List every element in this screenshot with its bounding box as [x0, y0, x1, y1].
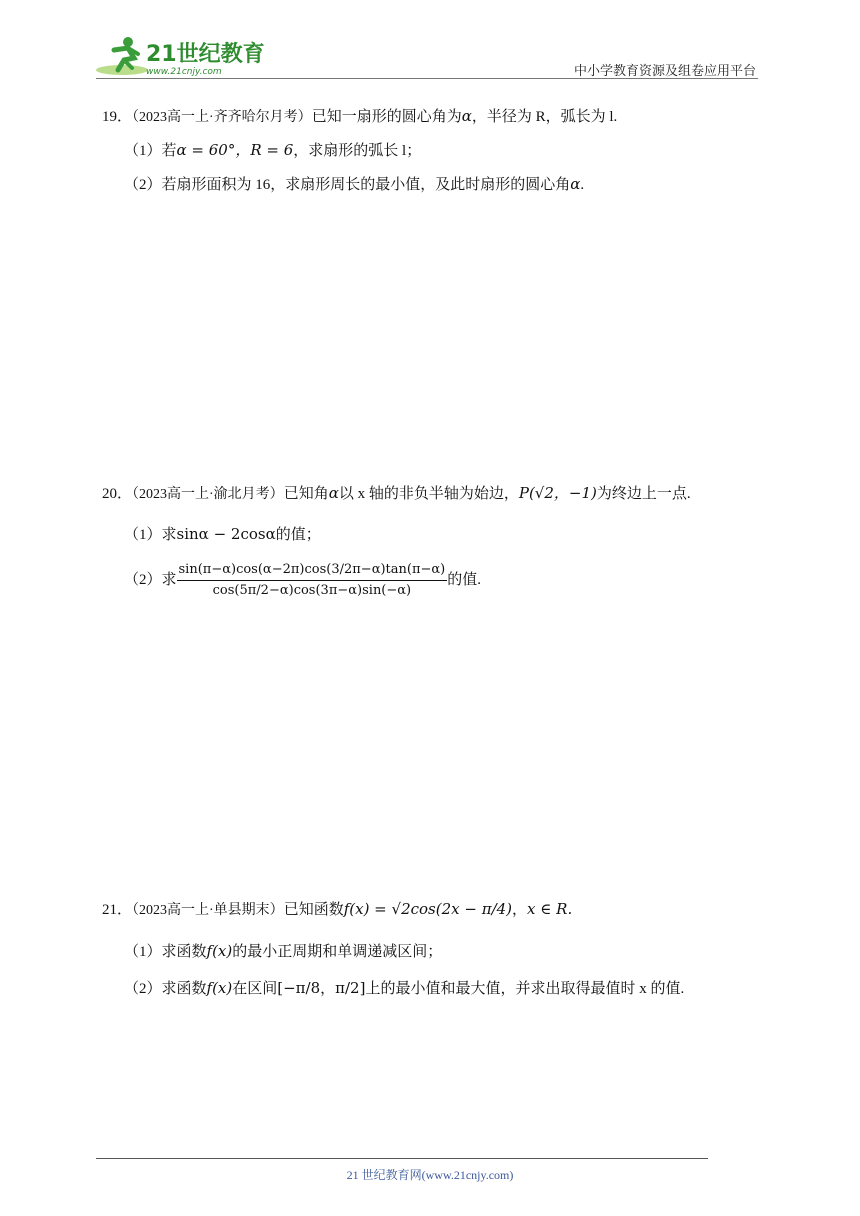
stem-text: 已知函数	[283, 902, 344, 918]
question-number: 19．	[102, 109, 133, 125]
part-text: （2）若扇形面积为 16，求扇形周长的最小值，及此时扇形的圆心角	[124, 177, 571, 193]
question-source: （2023高一上·单县期末）	[132, 903, 284, 918]
question-20-part-2	[124, 560, 481, 601]
question-source: （2023高一上·渝北月考）	[132, 487, 284, 502]
part-text: .	[580, 177, 585, 193]
part-label: （2）求	[124, 571, 177, 588]
domain-expression: x ∈ R.	[527, 900, 573, 918]
logo-url: www.21cnjy.com	[146, 67, 222, 77]
fraction-expression	[177, 560, 448, 601]
part-text: 的值；	[275, 527, 321, 543]
question-19-part-2	[124, 174, 584, 195]
header-divider	[96, 78, 758, 79]
alpha-symbol: α	[328, 484, 339, 502]
alpha-symbol: α	[570, 175, 581, 193]
part-text: 上的最小值和最大值，并求出取得最值时 x 的值.	[365, 981, 685, 997]
stem-text: 为终边上一点.	[596, 486, 691, 502]
runner-logo-icon	[94, 34, 274, 78]
stem-text: ，	[512, 902, 528, 918]
point-coordinates: P(√2，−1)	[518, 484, 597, 502]
part-label: （2）求函数	[124, 981, 207, 997]
platform-name: 中小学教育资源及组卷应用平台	[573, 63, 756, 78]
math-expression: sinα − 2cosα	[176, 525, 276, 543]
question-21-stem	[102, 899, 572, 921]
question-20-stem	[102, 483, 691, 505]
question-number: 21．	[102, 902, 133, 918]
part-text: 的值.	[447, 571, 482, 588]
math-expression: f(x)	[206, 942, 233, 960]
stem-text: 已知一扇形的圆心角为	[311, 109, 462, 125]
part-text: 的最小正周期和单调递减区间；	[232, 944, 443, 960]
math-expression: f(x)	[206, 979, 233, 997]
part-label: （1）求函数	[124, 944, 207, 960]
logo-text: 21世纪教育	[146, 42, 265, 67]
question-21-part-2	[124, 978, 684, 999]
question-19-part-1	[124, 140, 421, 161]
function-definition: f(x) = √2cos(2x − π/4)	[343, 900, 513, 918]
alpha-symbol: α	[461, 107, 472, 125]
fraction-denominator: cos(5π/2−α)cos(3π−α)sin(−α)	[177, 580, 448, 601]
part-text: 在区间	[232, 981, 278, 997]
fraction-numerator: sin(π−α)cos(α−2π)cos(3/2π−α)tan(π−α)	[178, 562, 446, 577]
footer-link[interactable]: 21 世纪教育网(www.21cnjy.com)	[346, 1168, 514, 1182]
site-logo	[94, 34, 274, 78]
footer-divider	[96, 1158, 708, 1159]
question-19-stem	[102, 106, 617, 128]
question-source: （2023高一上·齐齐哈尔月考）	[132, 110, 312, 125]
interval-expression: [−π/8，π/2]	[277, 979, 366, 997]
question-number: 20．	[102, 486, 133, 502]
part-text: ，求扇形的弧长 l；	[293, 143, 422, 159]
question-21-part-1	[124, 941, 442, 962]
math-expression: α = 60°，R = 6	[176, 141, 294, 159]
part-label: （1）求	[124, 527, 177, 543]
stem-text: 以 x 轴的非负半轴为始边，	[338, 486, 519, 502]
question-20-part-1	[124, 524, 321, 545]
stem-text: ，半径为 R，弧长为 l.	[471, 109, 618, 125]
stem-text: 已知角	[283, 486, 329, 502]
part-label: （1）若	[124, 143, 177, 159]
